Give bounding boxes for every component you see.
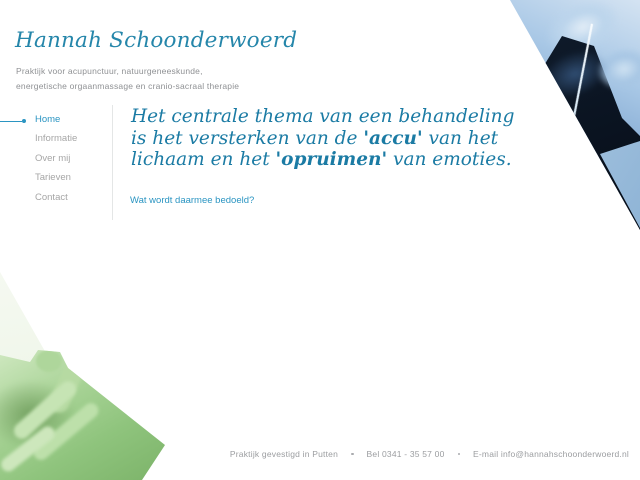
heading-accent-opruimen: 'opruimen' bbox=[275, 149, 388, 170]
explanation-link[interactable]: Wat wordt daarmee bedoeld? bbox=[130, 195, 255, 206]
nav-item-contact[interactable]: Contact bbox=[35, 191, 68, 203]
active-nav-arrow-icon bbox=[0, 119, 28, 124]
subtitle-line-1: Praktijk voor acupunctuur, natuurgeneeskunde, bbox=[16, 66, 203, 76]
nav-item-tarieven[interactable]: Tarieven bbox=[35, 172, 71, 184]
subtitle-line-2: energetische orgaanmassage en cranio-sacraal therapie bbox=[16, 81, 240, 91]
footer-email-link[interactable]: E-mail info@hannahschoonderwoerd.nl bbox=[473, 449, 629, 459]
heading-text: van het bbox=[422, 127, 499, 149]
bullet-separator-icon bbox=[351, 453, 354, 456]
heading-text: lichaam en het bbox=[131, 149, 276, 170]
nav-item-home[interactable]: Home bbox=[35, 114, 61, 125]
arrow-dot bbox=[22, 119, 26, 123]
site-title[interactable]: Hannah Schoonderwoerd bbox=[15, 28, 298, 53]
heading-text: van emoties. bbox=[387, 149, 512, 170]
fingertip bbox=[36, 350, 62, 372]
heading-text: is het versterken van de bbox=[131, 127, 364, 149]
heading-accent-accu: 'accu' bbox=[363, 127, 423, 149]
heading-line-2 bbox=[131, 128, 514, 150]
heading-line-3 bbox=[131, 149, 514, 171]
intro-heading bbox=[131, 106, 514, 171]
nav-divider bbox=[112, 105, 113, 220]
arrow-line bbox=[0, 121, 22, 122]
bullet-separator-icon bbox=[458, 453, 461, 456]
footer bbox=[230, 449, 629, 459]
acupuncture-needle-photo bbox=[510, 0, 640, 230]
sidebar-nav bbox=[35, 110, 77, 207]
heading-line-1: Het centrale thema van een behandeling bbox=[131, 106, 515, 127]
footer-phone: Bel 0341 - 35 57 00 bbox=[366, 449, 445, 459]
nav-item-over-mij[interactable]: Over mij bbox=[35, 152, 71, 164]
massage-hands-photo bbox=[0, 350, 167, 480]
site-subtitle bbox=[16, 64, 239, 94]
nav-item-informatie[interactable]: Informatie bbox=[35, 133, 78, 145]
footer-location: Praktijk gevestigd in Putten bbox=[229, 449, 339, 459]
